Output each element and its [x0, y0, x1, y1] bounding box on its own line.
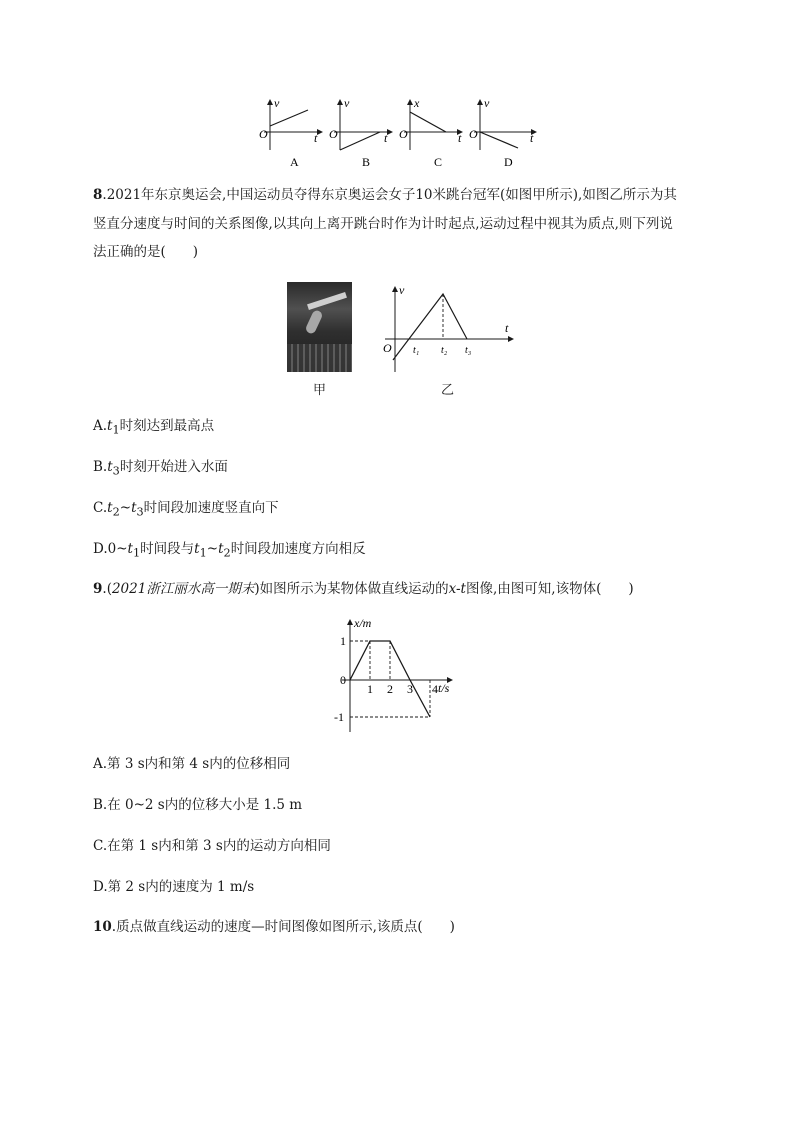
figure-yi-caption: 乙 — [441, 383, 455, 398]
q8-graph-t3: t₃ — [465, 345, 472, 356]
q8-stem-line3: 法正确的是( ) — [93, 244, 199, 260]
graph-d-y-label: v — [484, 96, 490, 110]
graph-c-y-label: x — [414, 96, 420, 110]
q9-option-d: D.第 2 s内的速度为 1 m/s — [93, 879, 255, 895]
graph-c-caption: C — [434, 155, 443, 169]
graph-a-origin: O — [259, 127, 268, 141]
graph-a — [259, 96, 322, 169]
q8-graph-t-label: t — [505, 321, 509, 335]
graph-b-origin: O — [329, 127, 338, 141]
q8-option-d: $D.0\sim t_1$时间段与$t_1\sim t_2$时间段加速度方向相反 — [93, 541, 366, 560]
q9-graph-origin: 0 — [340, 673, 346, 687]
q8-graph-t2: t₂ — [441, 345, 448, 356]
q9-option-b: B.在 0~2 s内的位移大小是 1.5 m — [93, 797, 303, 813]
graph-b-caption: B — [362, 155, 371, 169]
q8-number: 8 — [93, 187, 103, 203]
q9-tick-x3: 3 — [407, 682, 413, 696]
q9-number: 9 — [93, 581, 103, 597]
q9-tick-x2: 2 — [387, 682, 393, 696]
q10-number: 10 — [93, 919, 112, 935]
q8-option-b: $B.t_3$时刻开始进入水面 — [93, 459, 228, 478]
q9-tick-y1: 1 — [340, 634, 346, 648]
q9-tick-x1: 1 — [367, 682, 373, 696]
graph-a-caption: A — [290, 155, 299, 169]
q10-stem: 10.质点做直线运动的速度—时间图像如图所示,该质点( ) — [93, 919, 455, 935]
q9-tick-y-neg1: -1 — [334, 710, 344, 724]
graph-a-t-label: t — [314, 131, 318, 145]
graph-b — [329, 96, 392, 169]
graph-b-y-label: v — [344, 96, 350, 110]
q9-graph-y-label: x/m — [354, 616, 372, 630]
q8-graph-y-label: v — [399, 283, 405, 297]
graph-c-origin: O — [399, 127, 408, 141]
q8-stem-line1: 8.2021年东京奥运会,中国运动员夺得东京奥运会女子10米跳台冠军(如图甲所示),如图乙所示为其 — [93, 187, 677, 203]
graph-d — [469, 96, 536, 169]
q8-option-c: $C.t_2\sim t_3$时间段加速度竖直向下 — [93, 500, 279, 519]
graph-b-t-label: t — [384, 131, 388, 145]
q9-tick-x4: 4 — [432, 682, 438, 696]
q8-option-a: $A.t_1$时刻达到最高点 — [93, 418, 215, 437]
q9-graph-x-label: t/s — [438, 681, 450, 695]
graph-d-origin: O — [469, 127, 478, 141]
top-option-graphs — [250, 92, 550, 172]
figure-jia-caption: 甲 — [313, 383, 327, 398]
diver-photo — [287, 282, 352, 372]
q9-option-c: C.在第 1 s内和第 3 s内的运动方向相同 — [93, 838, 331, 854]
graph-c — [399, 96, 462, 169]
q9-source: 2021浙江丽水高一期末 — [111, 581, 255, 597]
q9-displacement-time-graph — [330, 616, 465, 736]
q9-stem: 9.(2021浙江丽水高一期末)如图所示为某物体做直线运动的x-t图像,由图可知,该物体( ) — [93, 581, 634, 597]
graph-c-t-label: t — [458, 131, 462, 145]
q8-velocity-time-graph — [375, 282, 520, 377]
q8-stem-line2: 竖直分速度与时间的关系图像,以其向上离开跳台时作为计时起点,运动过程中视其为质点,则下列说 — [93, 216, 673, 232]
q9-option-a: A.第 3 s内和第 4 s内的位移相同 — [93, 756, 291, 772]
graph-d-t-label: t — [530, 131, 534, 145]
q8-graph-t1: t₁ — [413, 345, 420, 356]
q8-graph-origin: O — [383, 341, 392, 355]
graph-a-y-label: v — [274, 96, 280, 110]
graph-d-caption: D — [504, 155, 513, 169]
